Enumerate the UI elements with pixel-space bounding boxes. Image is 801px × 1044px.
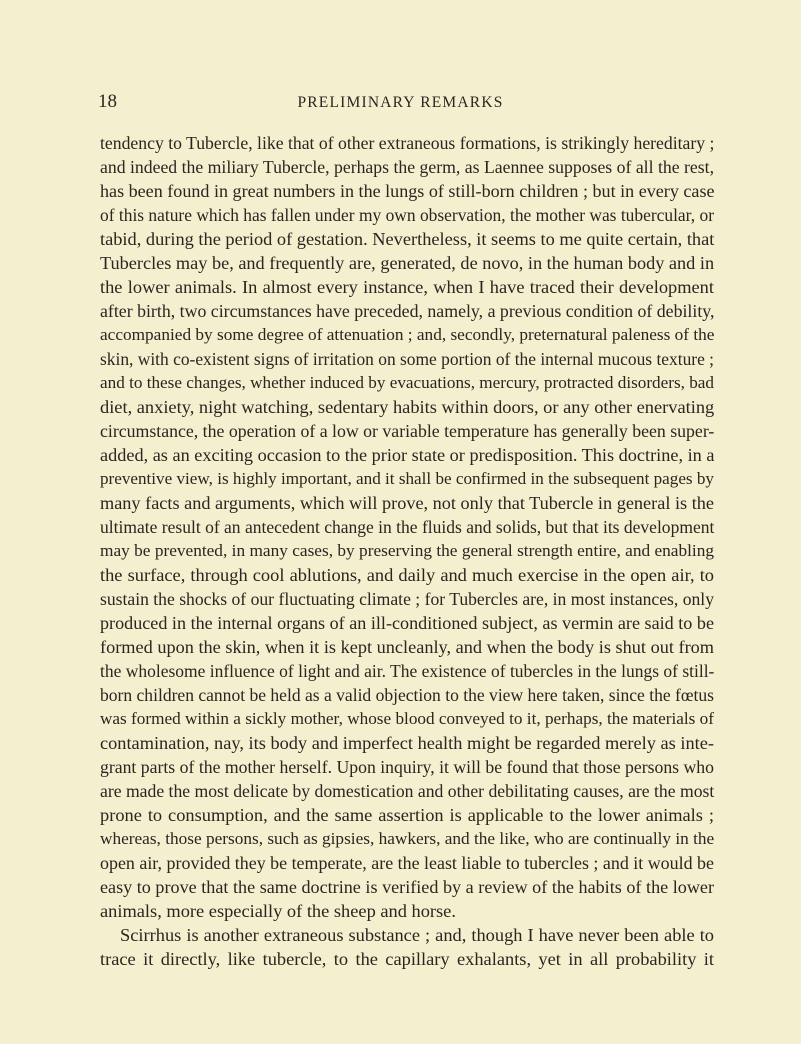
text-line: produced in the internal organs of an ill-conditioned subject, as vermin are said to be: [100, 613, 714, 633]
text-line: trace it directly, like tubercle, to the capillary exhalants, yet in all probability it: [100, 949, 714, 969]
text-line: contamination, nay, its body and imperfect health might be regarded merely as inte-: [100, 733, 714, 753]
text-line: sustain the shocks of our fluctuating climate ; for Tubercles are, in most instances, only: [100, 589, 714, 609]
text-line: ultimate result of an antecedent change in the fluids and solids, but that its development: [100, 517, 715, 537]
text-line: the surface, through cool ablutions, and daily and much exercise in the open air, to: [100, 565, 714, 585]
text-line: added, as an exciting occasion to the prior state or predisposition. This doctrine, in a: [100, 445, 715, 465]
text-line: and indeed the miliary Tubercle, perhaps the germ, as Laennee supposes of all the rest,: [100, 157, 714, 177]
text-line: accompanied by some degree of attenuation ; and, secondly, preternatural paleness of the: [100, 325, 715, 344]
text-line: the lower animals. In almost every instance, when I have traced their development: [100, 277, 714, 297]
text-line: tendency to Tubercle, like that of other extraneous formations, is strikingly hereditary ;: [100, 133, 715, 153]
text-line: are made the most delicate by domestication and other debilitating causes, are the most: [100, 781, 715, 801]
text-line: circumstance, the operation of a low or variable temperature has generally been super-: [100, 421, 715, 441]
text-line: many facts and arguments, which will prove, not only that Tubercle in general is the: [100, 493, 714, 513]
text-line: animals, more especially of the sheep and horse.: [100, 901, 456, 921]
text-line: skin, with co-existent signs of irritation on some portion of the internal mucous texture ;: [100, 349, 715, 369]
text-line: formed upon the skin, when it is kept uncleanly, and when the body is shut out from: [100, 637, 714, 657]
text-line: whereas, those persons, such as gipsies, hawkers, and the like, who are continually in the: [100, 829, 715, 848]
body-text: [100, 131, 714, 971]
text-line: prone to consumption, and the same assertion is applicable to the lower animals ;: [100, 805, 714, 825]
text-line: may be prevented, in many cases, by preserving the general strength entire, and enabling: [100, 541, 714, 560]
text-line: easy to prove that the same doctrine is verified by a review of the habits of the lower: [100, 877, 714, 897]
text-line: open air, provided they be temperate, are the least liable to tubercles ; and it would be: [100, 853, 714, 873]
text-line: Tubercles may be, and frequently are, generated, de novo, in the human body and in: [100, 253, 715, 273]
text-line: grant parts of the mother herself. Upon inquiry, it will be found that those persons who: [100, 757, 714, 777]
text-line: of this nature which has fallen under my own observation, the mother was tubercular, or: [100, 205, 714, 225]
text-line: preventive view, is highly important, and it shall be confirmed in the subsequent pages by: [100, 469, 714, 488]
text-line: diet, anxiety, night watching, sedentary habits within doors, or any other enervating: [100, 397, 715, 417]
text-line: tabid, during the period of gestation. Nevertheless, it seems to me quite certain, that: [100, 229, 715, 249]
text-line: born children cannot be held as a valid objection to the view here taken, since the fœtus: [100, 685, 714, 705]
text-line: after birth, two circumstances have preceded, namely, a previous condition of debility,: [100, 301, 715, 321]
text-line: was formed within a sickly mother, whose blood conveyed to it, perhaps, the materials of: [100, 709, 714, 728]
running-head: PRELIMINARY REMARKS: [297, 94, 504, 111]
text-line: has been found in great numbers in the lungs of still-born children ; but in every case: [100, 181, 715, 201]
text-line: Scirrhus is another extraneous substance ; and, though I have never been able to: [120, 925, 714, 945]
text-line: the wholesome influence of light and air. The existence of tubercles in the lungs of still-: [100, 661, 715, 681]
text-line: and to these changes, whether induced by evacuations, mercury, protracted disorders, bad: [100, 373, 714, 392]
page-number: 18: [98, 91, 117, 112]
